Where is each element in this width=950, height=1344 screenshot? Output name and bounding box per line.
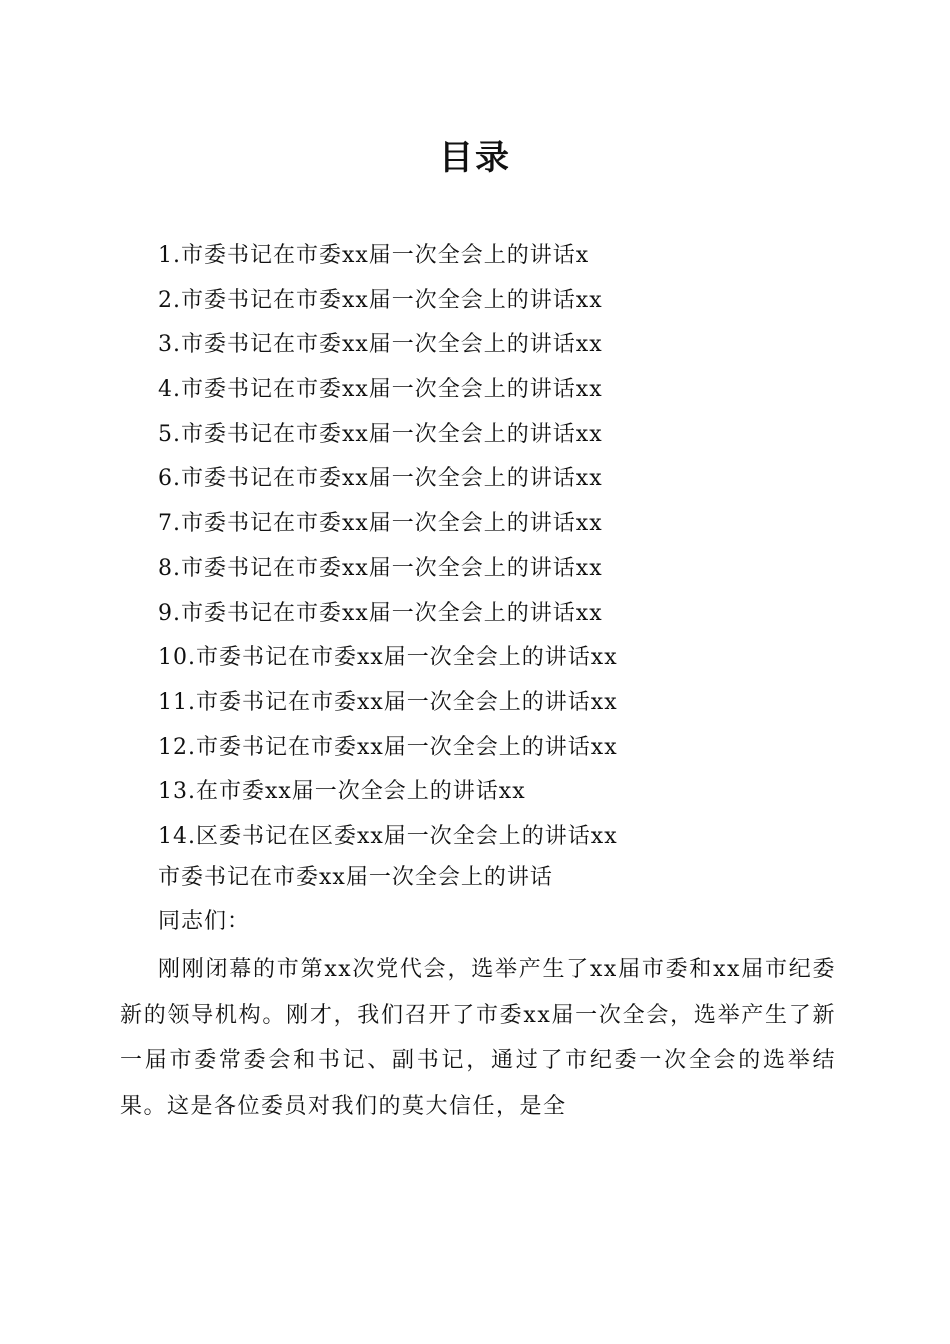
toc-item: 11.市委书记在市委xx届一次全会上的讲话xx [158,689,618,715]
toc-item: 5.市委书记在市委xx届一次全会上的讲话xx [158,421,603,447]
toc-item: 10.市委书记在市委xx届一次全会上的讲话xx [158,645,618,671]
toc-item: 8.市委书记在市委xx届一次全会上的讲话xx [158,555,603,581]
section-title: 市委书记在市委xx届一次全会上的讲话 [158,865,553,890]
toc-item: 1.市委书记在市委xx届一次全会上的讲话x [158,243,590,268]
toc-item: 6.市委书记在市委xx届一次全会上的讲话xx [158,466,603,492]
toc-item: 14.区委书记在区委xx届一次全会上的讲话xx [158,823,618,849]
toc-item: 12.市委书记在市委xx届一次全会上的讲话xx [158,734,618,760]
toc-item: 9.市委书记在市委xx届一次全会上的讲话xx [158,600,603,626]
toc-item: 13.在市委xx届一次全会上的讲话xx [158,779,526,805]
toc-item: 4.市委书记在市委xx届一次全会上的讲话xx [158,377,603,403]
toc-item: 2.市委书记在市委xx届一次全会上的讲话xx [158,287,603,313]
body-paragraph: 刚刚闭幕的市第xx次党代会，选举产生了xx届市委和xx届市纪委新的领导机构。刚才，我们召开了市委xx届一次全会，选举产生了新一届市委常委会和书记、副书记，通过了市纪委一次全会的选举结果。这是各位委员对我们的莫大信任，是全 [120,957,836,1119]
toc-item: 3.市委书记在市委xx届一次全会上的讲话xx [158,332,603,358]
table-of-contents [158,234,858,860]
page-title: 目录 [439,138,511,178]
toc-item: 7.市委书记在市委xx届一次全会上的讲话xx [158,511,603,537]
salutation: 同志们： [158,909,251,934]
